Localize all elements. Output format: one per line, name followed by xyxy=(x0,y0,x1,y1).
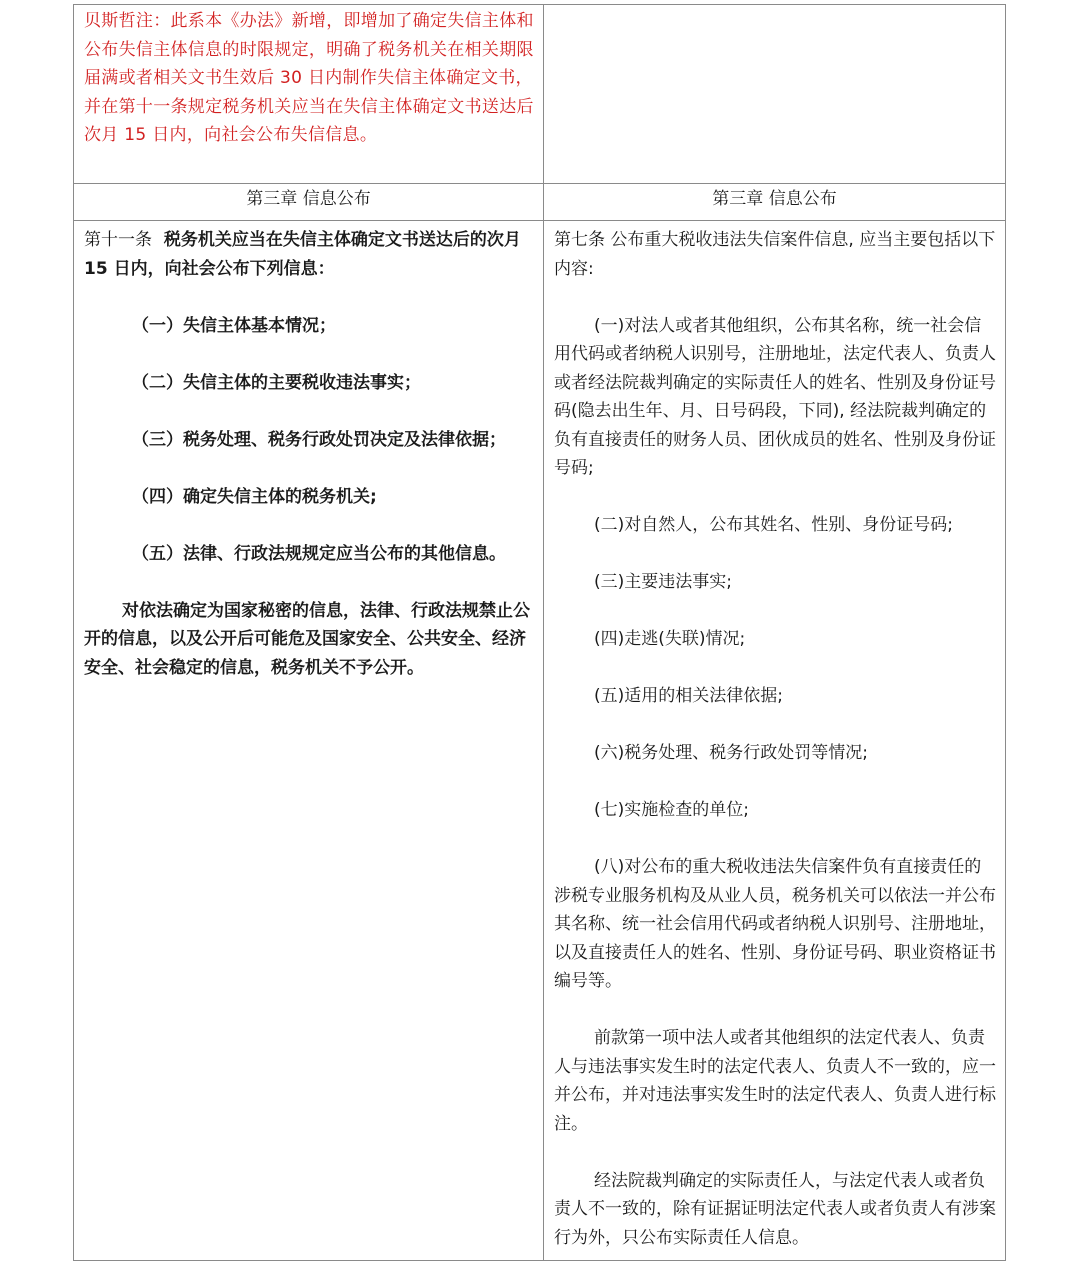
right-item-7: (七)实施检查的单位; xyxy=(594,800,749,820)
right-item-8: (八)对公布的重大税收违法失信案件负有直接责任的涉税专业服务机构及从业人员，税务机关可以依法一并公布其名称、统一社会信用代码或者纳税人识别号、注册地址，以及直接责任人的姓名、性别、身份证号码、职业资格证书编号等。 xyxy=(554,857,996,991)
left-item-3: （三）税务处理、税务行政处罚决定及法律依据； xyxy=(132,429,506,450)
left-item-2: （二）失信主体的主要税收违法事实； xyxy=(132,372,421,393)
right-item-2: (二)对自然人，公布其姓名、性别、身份证号码; xyxy=(594,515,953,535)
note-cell xyxy=(74,5,544,184)
left-content-cell xyxy=(74,221,544,1261)
right-paragraph-1: 前款第一项中法人或者其他组织的法定代表人、负责人与违法事实发生时的法定代表人、负责人不一致的，应一并公布，并对违法事实发生时的法定代表人、负责人进行标注。 xyxy=(554,1028,996,1134)
right-item-6: (六)税务处理、税务行政处罚等情况; xyxy=(594,743,868,763)
right-item-5: (五)适用的相关法律依据; xyxy=(594,686,783,706)
chapter-row xyxy=(74,184,1006,221)
comparison-table xyxy=(73,4,1006,1261)
right-content-cell xyxy=(544,221,1006,1261)
right-item-1: (一)对法人或者其他组织，公布其名称，统一社会信用代码或者纳税人识别号，注册地址，法定代表人、负责人或者经法院裁判确定的实际责任人的姓名、性别及身份证号码(隐去出生年、月、日号码段，下同), 经法院裁判确定的负有直接责任的财务人员、团伙成员的姓名、性别及身份证号码; xyxy=(554,315,996,478)
article-7: 第七条 公布重大税收违法失信案件信息, 应当主要包括以下内容: xyxy=(554,230,996,279)
right-item-4: (四)走逃(失联)情况; xyxy=(594,629,746,649)
right-paragraph-2: 经法院裁判确定的实际责任人，与法定代表人或者负责人不一致的，除有证据证明法定代表人或者负责人有涉案行为外，只公布实际责任人信息。 xyxy=(554,1170,996,1248)
article-11 xyxy=(84,226,535,283)
chapter-title-right: 第三章 信息公布 xyxy=(544,184,1006,221)
left-closing-paragraph: 对依法确定为国家秘密的信息，法律、行政法规禁止公开的信息，以及公开后可能危及国家安全、公共安全、经济安全、社会稳定的信息，税务机关不予公开。 xyxy=(84,600,530,678)
note-empty-cell xyxy=(544,5,1006,184)
note-row xyxy=(74,5,1006,184)
right-item-3: (三)主要违法事实; xyxy=(594,572,732,592)
editor-note: 贝斯哲注：此系本《办法》新增，即增加了确定失信主体和公布失信主体信息的时限规定，明确了税务机关在相关期限届满或者相关文书生效后 30 日内制作失信主体确定文书，并在第十一条规定税务机关应当在失信主体确定文书送达后次月 15 日内，向社会公布失信信息。 xyxy=(84,11,534,145)
content-row xyxy=(74,221,1006,1261)
left-item-1: （一）失信主体基本情况； xyxy=(132,315,336,336)
left-item-5: （五）法律、行政法规规定应当公布的其他信息。 xyxy=(132,543,506,564)
chapter-title-left: 第三章 信息公布 xyxy=(74,184,544,221)
left-item-4: （四）确定失信主体的税务机关; xyxy=(132,486,377,507)
article-11-label: 第十一条 xyxy=(84,230,152,250)
article-11-intro: 税务机关应当在失信主体确定文书送达后的次月 15 日内，向社会公布下列信息： xyxy=(84,230,521,279)
